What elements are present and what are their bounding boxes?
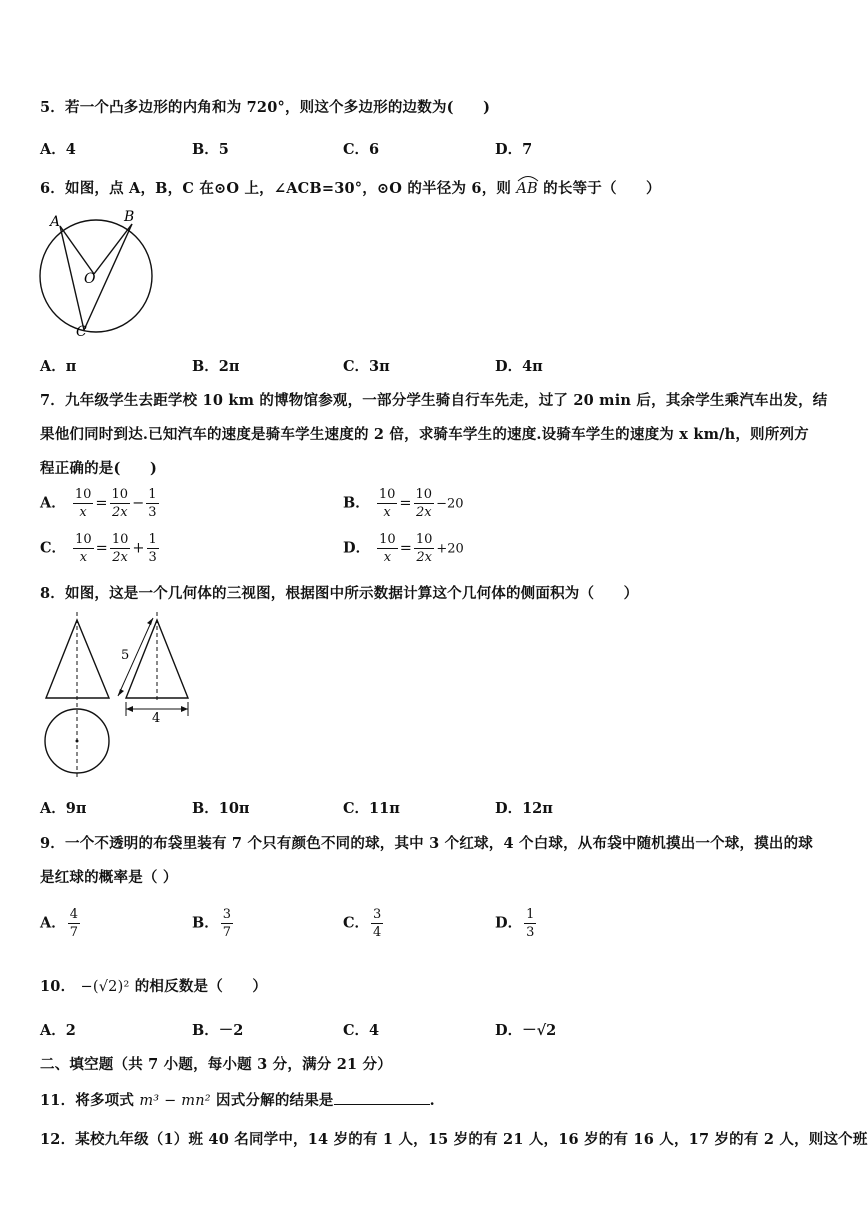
q7-option-a: [40, 486, 161, 521]
q10-suffix: 的相反数是（ ）: [134, 978, 268, 995]
q9-option-d: [495, 906, 538, 941]
q8-base-arrow-left: [126, 706, 133, 712]
q6-option-c: C．3π: [343, 358, 390, 375]
q6-arc-label: AB: [516, 181, 538, 197]
q7c-op: +: [132, 540, 145, 557]
q6-label-b: B: [124, 210, 135, 225]
q11-end: .: [429, 1092, 435, 1109]
q6-label-a: A: [50, 214, 61, 230]
section2-title: 二、填空题（共 7 小题，每小题 3 分，满分 21 分）: [40, 1056, 392, 1073]
q8-three-view-figure: [40, 610, 200, 780]
q9-stem-line1: 9．一个不透明的布袋里装有 7 个只有颜色不同的球，其中 3 个红球，4 个白球，从布袋中随机摸出一个球，摸出的球: [40, 835, 813, 852]
q7c-den1: x: [79, 550, 88, 565]
q7d-num2: 10: [415, 532, 433, 547]
q6-stem-after: 的长等于（ ）: [543, 180, 661, 197]
q7-option-d: [343, 531, 464, 566]
q6-option-d: D．4π: [495, 358, 543, 375]
q7-stem-line1: 7．九年级学生去距学校 10 km 的博物馆参观，一部分学生骑自行车先走，过了 20 min 后，其余学生乘汽车出发，结: [40, 392, 828, 409]
q11-prefix: 11．将多项式: [40, 1092, 135, 1109]
q10-prefix: 10．: [40, 978, 76, 995]
q7b-den2: 2x: [416, 505, 432, 520]
q7d-num1: 10: [379, 532, 396, 547]
q7d-eq: =: [399, 540, 412, 557]
q6-stem: [40, 177, 661, 198]
q7-stem-line2: 果他们同时到达.已知汽车的速度是骑车学生速度的 2 倍，求骑车学生的速度.设骑车学生的速度为 x km/h，则所列方: [40, 426, 809, 443]
q9-option-b: [192, 906, 235, 941]
q7-option-d-label: D．: [343, 539, 371, 557]
q5-option-b: B．5: [192, 141, 229, 158]
q8-base-arrow-right: [181, 706, 188, 712]
q9c-label: C．: [343, 914, 370, 932]
q9-stem-line2: 是红球的概率是（ ）: [40, 869, 178, 886]
q7c-eq: =: [95, 540, 108, 557]
q7a-num3: 1: [148, 487, 157, 502]
q7d-den1: x: [383, 550, 392, 565]
q9b-label: B．: [192, 914, 219, 932]
q7b-eq: =: [399, 495, 412, 512]
q9a-label: A．: [40, 914, 66, 932]
q9-option-c: [343, 906, 385, 941]
q7a-eq: =: [95, 495, 108, 512]
q7c-den3: 3: [148, 550, 157, 565]
q9c-den: 4: [373, 925, 382, 940]
q7b-num1: 10: [378, 487, 396, 502]
q9d-den: 3: [526, 925, 535, 940]
q9b-den: 7: [222, 925, 232, 940]
q6-circle: [40, 220, 152, 332]
q5-option-d: D．7: [495, 141, 533, 158]
q7b-num2: 10: [415, 487, 433, 502]
q8-stem: 8．如图，这是一个几何体的三视图，根据图中所示数据计算这个几何体的侧面积为（ ）: [40, 585, 639, 602]
q8-option-b: B．10π: [192, 800, 250, 817]
q6-label-o: O: [84, 271, 96, 287]
q5-stem: 5．若一个凸多边形的内角和为 720°，则这个多边形的边数为( ): [40, 99, 491, 116]
q7-option-c: [40, 531, 161, 566]
q9c-num: 3: [373, 907, 382, 922]
q7-option-b-label: B．: [343, 494, 370, 512]
q11-expression: m³ − mn²: [139, 1093, 211, 1109]
q8-slant-label: 5: [121, 648, 130, 663]
q8-option-c: C．11π: [343, 800, 400, 817]
q7-option-a-label: A．: [40, 494, 66, 512]
q7b-tail: −20: [436, 496, 464, 512]
q7a-num1: 10: [74, 487, 92, 502]
q7-option-c-label: C．: [40, 539, 67, 557]
q7d-tail: +20: [436, 541, 464, 557]
q7-option-b: [343, 486, 464, 521]
q10-option-a: A．2: [40, 1022, 76, 1039]
q10-stem: [40, 975, 267, 996]
q8-top-view-center: [76, 740, 79, 743]
q6-label-c: C: [76, 324, 87, 338]
q11-suffix: 因式分解的结果是: [216, 1092, 334, 1109]
q8-slant-arrow-bottom: [118, 689, 124, 696]
q8-slant-arrow-top: [147, 618, 153, 625]
q11-stem: [40, 1089, 435, 1110]
q5-option-a: A．4: [40, 141, 76, 158]
q7a-den3: 3: [148, 505, 157, 520]
q7c-den2: 2x: [112, 550, 128, 565]
q6-option-a: A．π: [40, 358, 77, 375]
q5-option-c: C．6: [343, 141, 380, 158]
q9a-num: 4: [69, 907, 79, 922]
q10-option-b: B．－2: [192, 1022, 244, 1039]
q6-chord-ca: [60, 226, 84, 330]
q6-option-b: B．2π: [192, 358, 240, 375]
q8-option-a: A．9π: [40, 800, 87, 817]
q9d-label: D．: [495, 914, 523, 932]
q9a-den: 7: [69, 925, 79, 940]
q6-circle-figure: [38, 210, 160, 338]
q7b-den1: x: [383, 505, 391, 520]
q12-stem: 12．某校九年级（1）班 40 名同学中，14 岁的有 1 人，15 岁的有 21 人，16 岁的有 16 人，17 岁的有 2 人，则这个班: [40, 1131, 868, 1148]
q10-expression: −(√2)²: [80, 979, 130, 995]
q7a-den1: x: [79, 505, 87, 520]
q6-stem-before: 6．如图，点 A，B，C 在⊙O 上，∠ACB=30°，⊙O 的半径为 6，则: [40, 180, 512, 197]
q9d-num: 1: [526, 907, 535, 922]
q7-stem-line3: 程正确的是( ): [40, 460, 158, 477]
q7a-op: −: [132, 495, 145, 512]
q7a-den2: 2x: [112, 505, 128, 520]
arc-mark-icon: [516, 174, 540, 182]
q7a-num2: 10: [111, 487, 129, 502]
q7d-den2: 2x: [416, 550, 432, 565]
q10-option-c: C．4: [343, 1022, 380, 1039]
q9b-num: 3: [222, 907, 232, 922]
q6-arc-ab: [516, 177, 538, 197]
q8-side-view-triangle: [126, 620, 188, 698]
q7c-num3: 1: [148, 532, 157, 547]
q8-option-d: D．12π: [495, 800, 553, 817]
q8-base-label: 4: [152, 711, 161, 726]
q10-option-d: D．－√2: [495, 1022, 557, 1039]
q9-option-a: [40, 906, 82, 941]
q7c-num1: 10: [75, 532, 92, 547]
q8-front-view-triangle: [46, 620, 109, 698]
q11-answer-blank[interactable]: [334, 1090, 430, 1105]
q7c-num2: 10: [111, 532, 129, 547]
